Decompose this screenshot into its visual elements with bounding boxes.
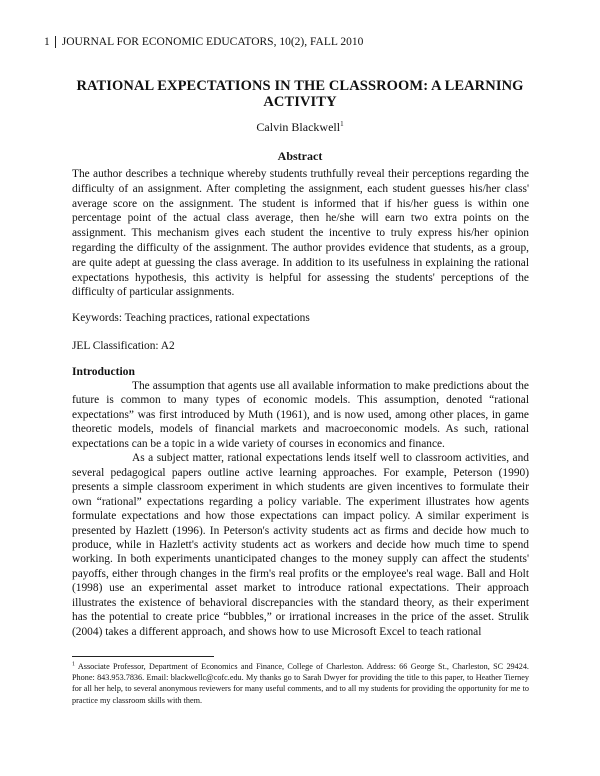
paragraph: As a subject matter, rational expectations lends itself well to classroom activities, and several pedagogical papers outline active learning approaches. For example, Peterson (1990) presents a simple classroom experiment in which students are given incentives to formulate their own “rational” expectations regarding a policy variable. The experiment illustrates how agents formulate expectations and how those expectations can impact policy. A similar experiment is presented by Hazlett (1996). In Peterson's activity students act as firms and decide how much to produce, while in Hazlett's activity students act as workers and decide how much time to spend working. In both experiments unanticipated changes to the money supply can affect the students' payoffs, either through changes in the firm's real profits or the employee's real wage. Ball and Holt (1998) use an experimental asset market to introduce rational expectations. Their approach illustrates the existence of behavioral discrepancies with the standard theory, as their experiment has the potential to create price “bubbles,” or irrational increases in the price of the asset. Strulik (2004) takes a different approach, and shows how to use Microsoft Excel to teach rational bbox=[72, 452, 529, 638]
journal-name: JOURNAL FOR ECONOMIC EDUCATORS, 10(2), FALL 2010 bbox=[61, 36, 364, 48]
author-footnote-mark: 1 bbox=[340, 120, 344, 128]
paper-title: RATIONAL EXPECTATIONS IN THE CLASSROOM: A LEARNING ACTIVITY bbox=[76, 78, 524, 110]
footnote bbox=[72, 661, 529, 706]
author-name: Calvin Blackwell bbox=[256, 120, 341, 134]
introduction-heading: Introduction bbox=[72, 365, 135, 378]
footnote-mark: 1 bbox=[72, 661, 75, 668]
author-line bbox=[0, 120, 600, 135]
jel-classification: JEL Classification: A2 bbox=[72, 340, 175, 352]
abstract-heading: Abstract bbox=[277, 149, 323, 163]
introduction-body bbox=[72, 379, 529, 639]
footnote-divider bbox=[72, 656, 214, 657]
running-head bbox=[44, 36, 363, 48]
page-number: 1 bbox=[44, 36, 56, 48]
footnote-text: Associate Professor, Department of Economics and Finance, College of Charleston. Address: 66 George St., Charleston, SC 29424. Phone: 843.953.7836. Email: blackwellc@cofc.edu. My thanks go to Sarah Dwyer for providing the title to this paper, to Heather Tierney for all her help, to several anonymous reviewers for many useful comments, and to all my students for providing the opportunity for me to practice my classroom skills with them. bbox=[72, 662, 529, 705]
keywords: Keywords: Teaching practices, rational expectations bbox=[72, 312, 310, 324]
abstract-text: The author describes a technique whereby students truthfully reveal their perceptions regarding the difficulty of an assignment. After completing the assignment, each student guesses his/her class' average score on the assignment. The student is informed that if his/her guess is within one percentage point of the actual class average, then he/she will earn two extra points on the assignment. This mechanism gives each student the incentive to truly express his/her opinion regarding the difficulty of the assignment. The author provides evidence that students, as a group, are quite adept at guessing the class average. In addition to its usefulness in explaining the rational expectations hypothesis, this activity is helpful for assessing the students' perceptions of the difficulty of particular assignments. bbox=[72, 168, 529, 299]
paragraph: The assumption that agents use all available information to make predictions about the future is common to many types of economic models. This assumption, denoted “rational expectations” was first introduced by Muth (1961), and is now used, among other places, in game theoretic models, models of financial markets and macroeconomic models. As such, rational expectations can be a topic in a wide variety of courses in economics and finance. bbox=[72, 380, 529, 450]
